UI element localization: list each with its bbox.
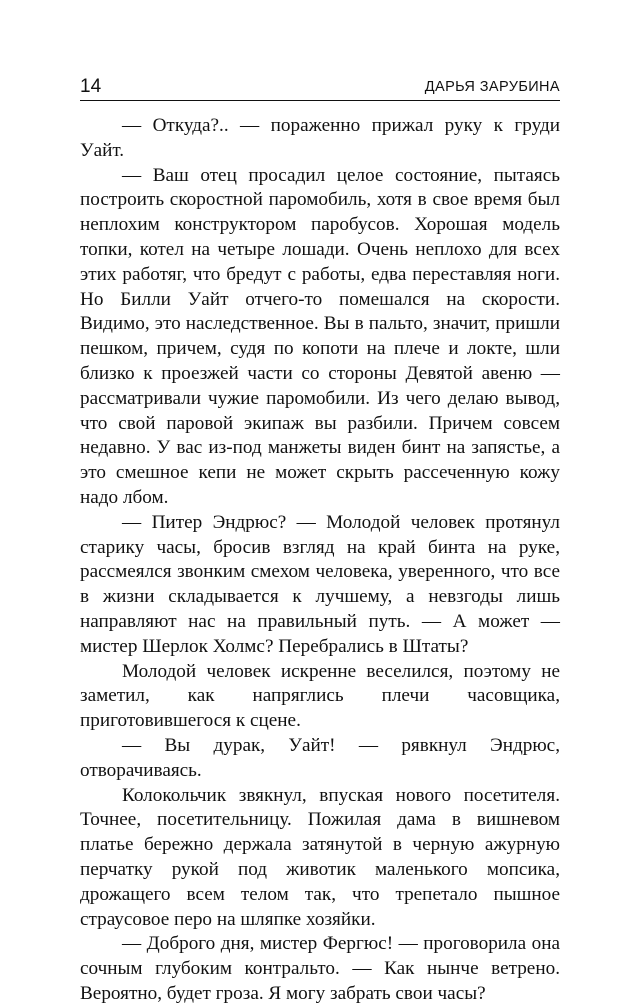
paragraph: — Питер Эндрюс? — Молодой человек протянул старику часы, бросив взгляд на край бинта на руке, рассмеялся звонким смехом человека, уверенного, что все в жизни складывается к лучшему, а невзгоды лишь направляют нас на правильный путь. — А может — мистер Шерлок Холмс? Перебрались в Штаты? bbox=[80, 511, 560, 657]
page-header bbox=[80, 74, 560, 100]
paragraph: — Доброго дня, мистер Фергюс! — проговорила она сочным глубоким контральто. — Как нынче ветрено. Вероятно, будет гроза. Я могу забрать свои часы? bbox=[80, 933, 560, 1004]
paragraph: Колокольчик звякнул, впуская нового посетителя. Точнее, посетительницу. Пожилая дама в вишневом платье бережно держала затянутой в черную ажурную перчатку рукой под животик маленького мопсика, дрожащего всем телом так, что трепетало пышное страусовое перо на шляпке хозяйки. bbox=[80, 784, 560, 930]
paragraph: — Вы дурак, Уайт! — рявкнул Эндрюс, отворачиваясь. bbox=[80, 734, 560, 781]
paragraph: — Откуда?.. — пораженно прижал руку к груди Уайт. bbox=[80, 115, 560, 161]
body-text bbox=[80, 114, 560, 1007]
paragraph: — Ваш отец просадил целое состояние, пытаясь построить скоростной паромобиль, хотя в свое время был неплохим конструктором паробусов. Хорошая модель топки, котел на четыре лошади. Очень неплохо для всех этих работяг, что бредут с работы, едва переставляя ноги. Но Билли Уайт отчего-то помешался на скорости. Видимо, это наследственное. Вы в пальто, значит, пришли пешком, причем, судя по копоти на плече и локте, шли близко к проезжей части со стороны Девятой авеню — рассматривали чужие паромобили. Из чего делаю вывод, что свой паровой экипаж вы разбили. Причем совсем недавно. У вас из-под манжеты виден бинт на запястье, а это смешное кепи не может скрыть рассеченную кожу надо лбом. bbox=[80, 164, 560, 508]
running-head-author: ДАРЬЯ ЗАРУБИНА bbox=[424, 79, 560, 95]
page-number: 14 bbox=[80, 76, 102, 97]
paragraph: Молодой человек искренне веселился, поэтому не заметил, как напряглись плечи часовщика, приготовившегося к сцене. bbox=[80, 660, 560, 732]
header-rule bbox=[80, 100, 560, 101]
